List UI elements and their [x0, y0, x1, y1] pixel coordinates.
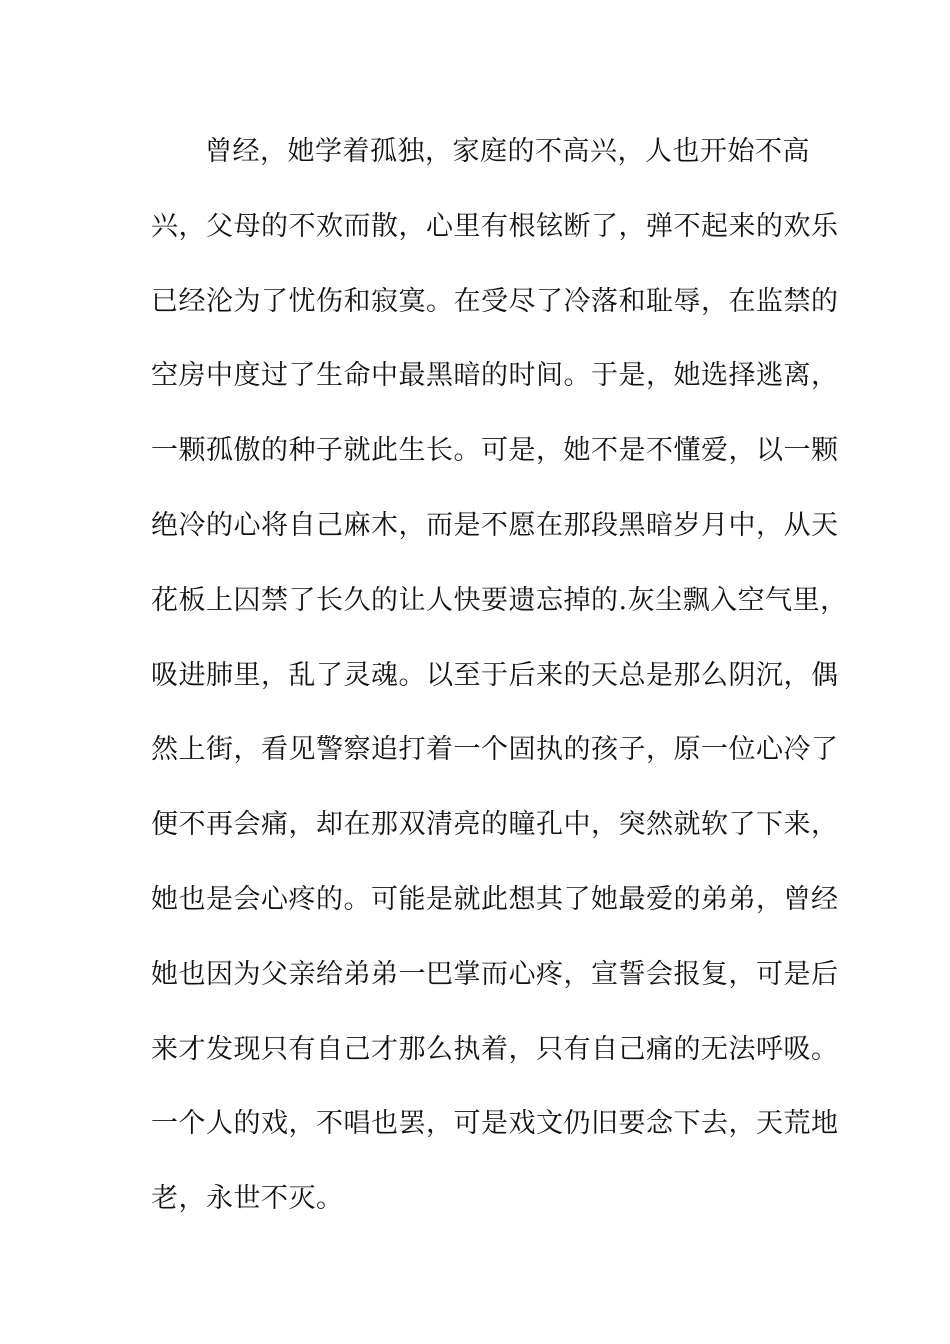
- paragraph-line: 一颗孤傲的种子就此生长。可是，她不是不懂爱，以一颗: [151, 435, 839, 467]
- paragraph-line: 来才发现只有自己才那么执着，只有自己痛的无法呼吸。: [151, 1033, 839, 1065]
- paragraph-line: 她也因为父亲给弟弟一巴掌而心疼，宣誓会报复，可是后: [151, 958, 839, 990]
- paragraph-line: 空房中度过了生命中最黑暗的时间。于是，她选择逃离，: [151, 360, 839, 392]
- paragraph-line: 然上街，看见警察追打着一个固执的孩子，原一位心冷了: [151, 734, 839, 766]
- paragraph-line: 花板上囚禁了长久的让人快要遗忘掉的.灰尘飘入空气里，: [151, 584, 848, 616]
- paragraph-line: 便不再会痛，却在那双清亮的瞳孔中，突然就软了下来，: [151, 809, 839, 841]
- paragraph-line: 吸进肺里，乱了灵魂。以至于后来的天总是那么阴沉，偶: [151, 659, 839, 691]
- paragraph-line: 兴，父母的不欢而散，心里有根铉断了，弹不起来的欢乐: [151, 210, 839, 242]
- paragraph-line: 她也是会心疼的。可能是就此想其了她最爱的弟弟，曾经: [151, 883, 839, 915]
- paragraph-line: 老，永世不灭。: [151, 1183, 344, 1215]
- paragraph-line: 一个人的戏，不唱也罢，可是戏文仍旧要念下去，天荒地: [151, 1108, 839, 1140]
- body-paragraph: [151, 130, 848, 1252]
- paragraph-line: 曾经，她学着孤独，家庭的不高兴，人也开始不高: [205, 136, 810, 167]
- paragraph-line: 已经沦为了忧伤和寂寞。在受尽了冷落和耻辱，在监禁的: [151, 285, 839, 317]
- paragraph-line: 绝冷的心将自己麻木，而是不愿在那段黑暗岁月中，从天: [151, 509, 839, 541]
